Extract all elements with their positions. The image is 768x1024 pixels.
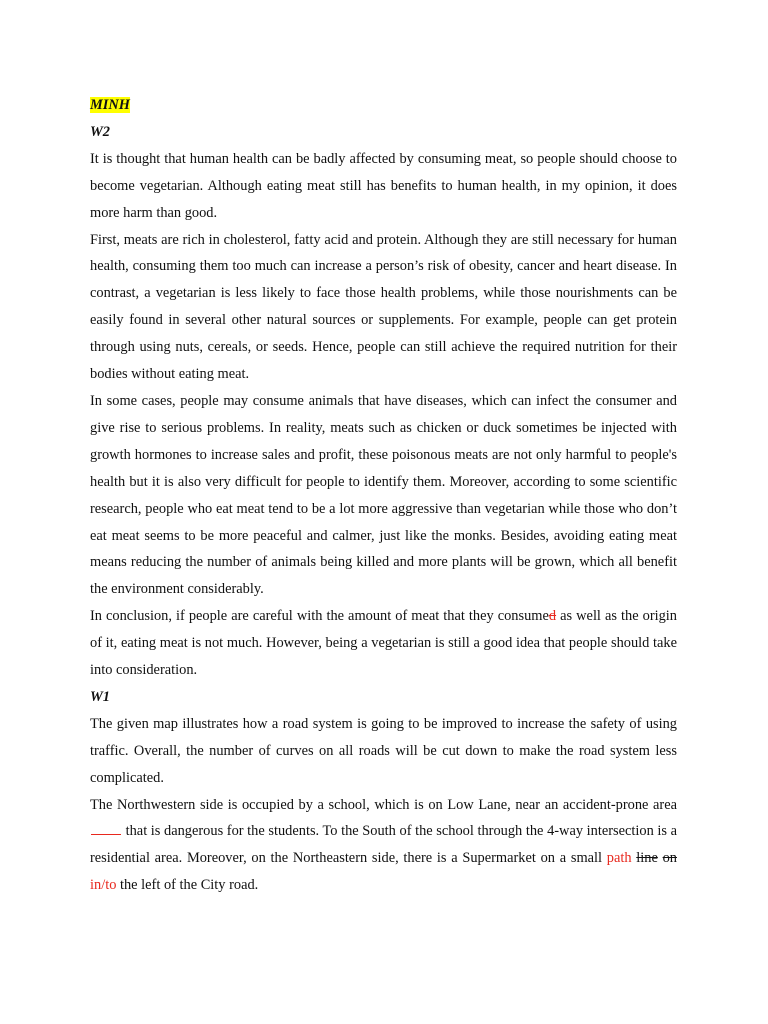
correction-path: path (606, 850, 632, 867)
correction-in-to: in/to (90, 877, 117, 894)
w1-paragraph-2 (90, 792, 677, 900)
w1-heading: W1 (90, 688, 110, 705)
document-page (90, 92, 677, 899)
conclusion-text-end: as well as the origin of it, eating meat is not much. However, being a vegetarian is still a good idea that people should take into consideration. (90, 608, 677, 679)
w1-text-part-2: that is dangerous for the students. To the South of the school through the 4-way intersection is a residential area. Moreover, on the Northeastern side, there is a Supermarket on a small (90, 823, 677, 867)
struck-word-line: line (636, 850, 658, 867)
blank-line-correction (91, 822, 121, 835)
author-name: MINH (90, 97, 130, 113)
w2-paragraph-3: In some cases, people may consume animals that have diseases, which can infect the consumer and give rise to serious problems. In reality, meats such as chicken or duck sometimes be injected with growth hormones to increase sales and profit, these poisonous meats are not only harmful to people's health but it is also very difficult for people to identify them. Moreover, according to some scientific research, people who eat meat tend to be a lot more aggressive than vegetarian while those who don’t eat meat seems to be more peaceful and calmer, just like the monks. Besides, avoiding eating meat means reducing the number of animals being killed and more plants will be grown, which all benefit the environment considerably. (90, 392, 677, 598)
w2-paragraph-1: It is thought that human health can be badly affected by consuming meat, so people should choose to become vegetarian. Although eating meat still has benefits to human health, in my opinion, it does more harm than good. (90, 150, 677, 221)
w1-paragraph-1: The given map illustrates how a road system is going to be improved to increase the safety of using traffic. Overall, the number of curves on all roads will be cut down to make the road system less complicated. (90, 715, 677, 786)
w1-text-part-3: the left of the City road. (116, 877, 259, 894)
struck-word-on: on (662, 850, 677, 867)
w1-text-part-1: The Northwestern side is occupied by a school, which is on Low Lane, near an accident-prone area (90, 796, 677, 813)
w2-paragraph-2: First, meats are rich in cholesterol, fatty acid and protein. Although they are still necessary for human health, consuming them too much can increase a person’s risk of obesity, cancer and heart disease. In contrast, a vegetarian is less likely to face those health problems, while those nourishments can be easily found in several other natural sources or supplements. For example, people can get protein through using nuts, cereals, or seeds. Hence, people can still achieve the required nutrition for their bodies without eating meat. (90, 231, 677, 383)
struck-letter-correction: d (548, 608, 557, 625)
w2-conclusion (90, 603, 677, 684)
conclusion-text-start: In conclusion, if people are careful with the amount of meat that they consume (90, 608, 549, 625)
author-heading (90, 92, 677, 119)
w2-heading: W2 (90, 123, 110, 140)
